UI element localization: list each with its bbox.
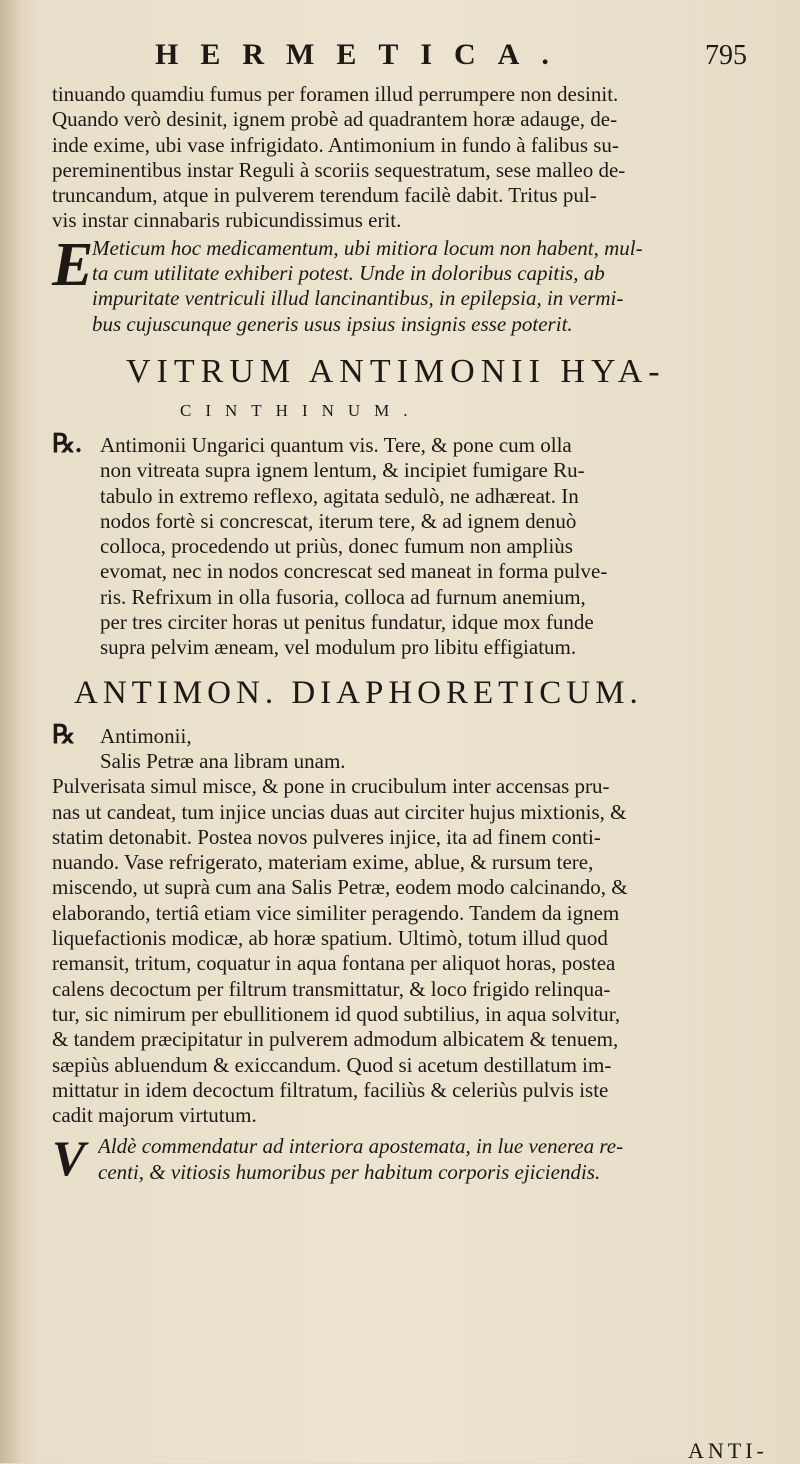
page-body [52, 82, 792, 1185]
text-line: Pulverisata simul misce, & pone in crucibulum inter accensas pru- [52, 774, 610, 799]
text-line: impuritate ventriculi illud lancinantibus, in epilepsia, in vermi- [92, 286, 624, 311]
running-head: HERMETICA. [155, 38, 571, 71]
text-line: nodos fortè si concrescat, iterum tere, & ad ignem denuò [100, 508, 577, 533]
text-line: tinuando quamdiu fumus per foramen illud perrumpere non desinit. [52, 82, 619, 106]
catchword: ANTI- [688, 1438, 768, 1463]
text-line: colloca, procedendo ut priùs, donec fumum non ampliùs [100, 534, 573, 559]
text-line: pereminentibus instar Reguli à scoriis sequestratum, sese malleo de- [52, 157, 626, 182]
text-line: cadit majorum virtutum. [52, 1103, 257, 1128]
text-line: & tandem præcipitatur in pulverem admodum albicatem & tenuem, [52, 1027, 619, 1052]
text-line: liquefactionis modicæ, ab horæ spatium. Ultimò, totum illud quod [52, 926, 608, 951]
section-title-vitrum: VITRUM ANTIMONII HYA- [126, 352, 666, 390]
recipe-vitrum [52, 428, 792, 661]
text-line: nuando. Vase refrigerato, materiam exime, ablue, & rursum tere, [52, 850, 594, 875]
paragraph-continuation [52, 82, 792, 234]
text-line: ris. Refrixum in olla fusoria, colloca ad furnum anemium, [100, 584, 586, 609]
section-title-diaphoreticum: ANTIMON. DIAPHORETICUM. [74, 674, 643, 711]
text-line: ta cum utilitate exhiberi potest. Unde in doloribus capitis, ab [92, 261, 605, 286]
italic-commentary [52, 230, 792, 337]
page-header [0, 38, 800, 78]
recipe-ingredients [52, 719, 792, 775]
recipe-symbol: ℞. [52, 428, 82, 458]
recipe-symbol: ℞ [52, 719, 76, 749]
text-line: evomat, nec in nodos concrescat sed maneat in forma pulve- [100, 559, 608, 584]
text-line: Quando verò desinit, ignem probè ad quadrantem horæ adauge, de- [52, 107, 618, 132]
text-line: remansit, tritum, coquatur in aqua fontana per aliquot horas, postea [52, 951, 616, 976]
text-line: elaborando, tertiâ etiam vice similiter peragendo. Tandem da ignem [52, 900, 620, 925]
text-line: statim detonabit. Postea novos pulveres injice, ita ad finem conti- [52, 824, 601, 849]
recipe-diaphoreticum [52, 774, 792, 1128]
text-line: per tres circiter horas ut penitus fundatur, idque mox funde [100, 610, 594, 635]
text-line: calens decoctum per filtrum transmittatur, & loco frigido relinqua- [52, 976, 611, 1001]
text-line: Aldè commendatur ad interiora apostemata, in lue venerea re- [98, 1134, 624, 1159]
page-number: 795 [705, 40, 747, 71]
drop-capital: V [52, 1130, 86, 1187]
drop-capital: E [52, 230, 94, 299]
text-line: nas ut candeat, tum injice uncias duas aut circiter hujus mixtionis, & [52, 799, 627, 824]
text-line: supra pelvim æneam, vel modulum pro libitu effigiatum. [100, 635, 577, 660]
binding-shadow [0, 0, 22, 1463]
text-line: sæpiùs abluendum & exiccandum. Quod si acetum destillatum im- [52, 1052, 612, 1077]
text-line: vis instar cinnabaris rubicundissimus erit. [52, 208, 402, 233]
text-line: miscendo, ut suprà cum ana Salis Petræ, eodem modo calcinando, & [52, 875, 628, 900]
text-line: non vitreata supra ignem lentum, & incipiet fumigare Ru- [100, 458, 585, 483]
text-line: inde exime, ubi vase infrigidato. Antimonium in fundo à falibus su- [52, 132, 619, 157]
text-line: tabulo in extremo reflexo, agitata sedulò, ne adhæreat. In [100, 483, 579, 508]
section-title-vitrum-cont: CINTHINUM. [180, 400, 422, 420]
ingredient-line: Antimonii, [100, 723, 192, 748]
text-line: centi, & vitiosis humoribus per habitum corporis ejiciendis. [98, 1159, 601, 1184]
text-line: Meticum hoc medicamentum, ubi mitiora locum non habent, mul- [92, 235, 643, 260]
italic-closing [52, 1130, 792, 1187]
ingredient-line: Salis Petræ ana libram unam. [100, 748, 346, 773]
text-line: mittatur in idem decoctum filtratum, faciliùs & celeriùs pulvis iste [52, 1077, 609, 1102]
text-line: truncandum, atque in pulverem terendum facilè dabit. Tritus pul- [52, 183, 597, 208]
text-line: tur, sic nimirum per ebullitionem id quod subtilius, in aqua solvitur, [52, 1001, 621, 1026]
text-line: bus cujuscunque generis usus ipsius insignis esse poterit. [92, 311, 573, 336]
text-line: Antimonii Ungarici quantum vis. Tere, & pone cum olla [100, 432, 572, 457]
